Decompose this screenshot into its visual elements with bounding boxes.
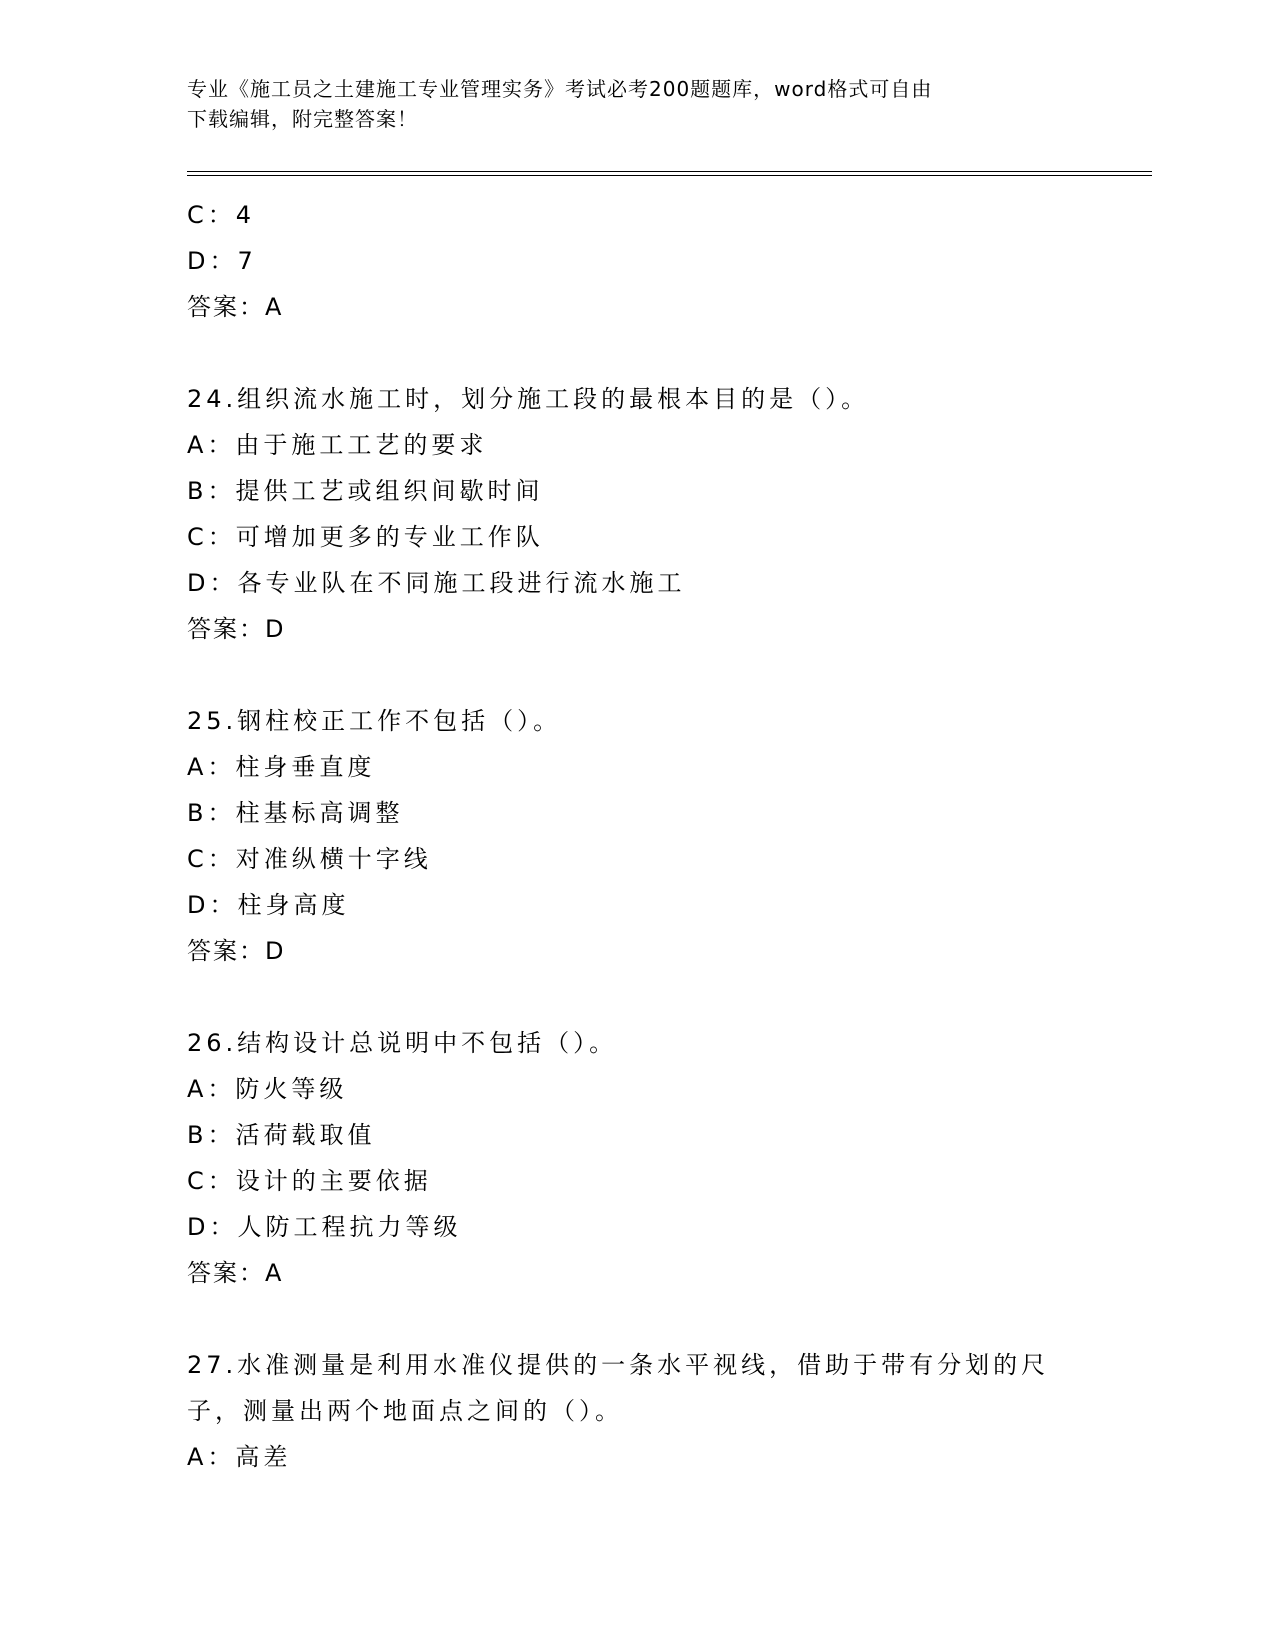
question-block-23 bbox=[187, 192, 1087, 330]
answer-text: 答案：A bbox=[187, 1259, 284, 1287]
spacer bbox=[187, 1296, 1087, 1342]
answer-text: 答案：D bbox=[187, 937, 286, 965]
option-c: C：对准纵横十字线 bbox=[187, 845, 432, 873]
answer-text: 答案：A bbox=[187, 293, 284, 321]
option-b: B：柱基标高调整 bbox=[187, 799, 404, 827]
question-block-24 bbox=[187, 376, 1087, 652]
question-text: 26.结构设计总说明中不包括（）。 bbox=[187, 1029, 618, 1057]
option-a: A：防火等级 bbox=[187, 1075, 348, 1103]
spacer bbox=[187, 652, 1087, 698]
question-text-line-2: 子，测量出两个地面点之间的（）。 bbox=[187, 1397, 623, 1425]
option-a: A：高差 bbox=[187, 1443, 292, 1471]
page-header bbox=[187, 74, 1067, 134]
option-d: D：7 bbox=[187, 247, 257, 275]
header-line-2: 下载编辑，附完整答案！ bbox=[187, 107, 418, 131]
option-d: D：各专业队在不同施工段进行流水施工 bbox=[187, 569, 686, 597]
question-block-27 bbox=[187, 1342, 1087, 1480]
option-d: D：柱身高度 bbox=[187, 891, 350, 919]
option-c: C：可增加更多的专业工作队 bbox=[187, 523, 544, 551]
header-rule-bottom bbox=[187, 175, 1152, 176]
question-block-25 bbox=[187, 698, 1087, 974]
spacer bbox=[187, 330, 1087, 376]
header-line-1: 专业《施工员之土建施工专业管理实务》考试必考200题题库，word格式可自由 bbox=[187, 77, 933, 101]
question-text: 25.钢柱校正工作不包括（）。 bbox=[187, 707, 562, 735]
spacer bbox=[187, 974, 1087, 1020]
question-block-26 bbox=[187, 1020, 1087, 1296]
option-c: C：4 bbox=[187, 201, 256, 229]
option-d: D：人防工程抗力等级 bbox=[187, 1213, 462, 1241]
header-rule-top bbox=[187, 171, 1152, 172]
option-b: B：活荷载取值 bbox=[187, 1121, 376, 1149]
option-c: C：设计的主要依据 bbox=[187, 1167, 432, 1195]
option-a: A：由于施工工艺的要求 bbox=[187, 431, 488, 459]
question-list bbox=[187, 192, 1087, 1480]
answer-text: 答案：D bbox=[187, 615, 286, 643]
option-a: A：柱身垂直度 bbox=[187, 753, 376, 781]
option-b: B：提供工艺或组织间歇时间 bbox=[187, 477, 544, 505]
question-text-line-1: 27.水准测量是利用水准仪提供的一条水平视线，借助于带有分划的尺 bbox=[187, 1351, 1050, 1379]
question-text: 24.组织流水施工时，划分施工段的最根本目的是（）。 bbox=[187, 385, 870, 413]
